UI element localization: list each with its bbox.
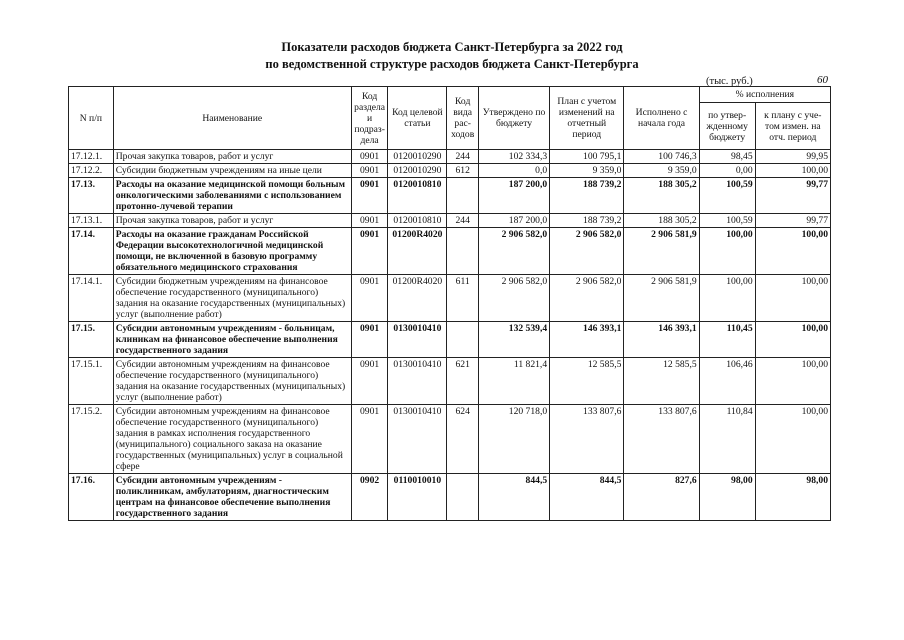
cell-approved: 2 906 582,0 <box>478 275 549 322</box>
table-row <box>69 228 831 275</box>
cell-num: 17.12.1. <box>69 150 114 164</box>
cell-target: 01200R4020 <box>388 275 447 322</box>
cell-target: 0130010410 <box>388 322 447 358</box>
header-percent-group: % исполнения <box>699 87 830 103</box>
table-body <box>69 150 831 521</box>
header-pct-plan: к плану с уче-том измен. на отч. период <box>755 103 830 150</box>
cell-num: 17.14.1. <box>69 275 114 322</box>
cell-section: 0901 <box>351 178 388 214</box>
cell-kind: 244 <box>447 150 479 164</box>
cell-kind <box>447 474 479 521</box>
cell-num: 17.12.2. <box>69 164 114 178</box>
header-name: Наименование <box>113 87 351 150</box>
cell-section: 0902 <box>351 474 388 521</box>
cell-pct-approved: 100,00 <box>699 275 755 322</box>
cell-executed: 9 359,0 <box>624 164 699 178</box>
header-approved: Утверждено по бюджету <box>478 87 549 150</box>
cell-approved: 102 334,3 <box>478 150 549 164</box>
cell-executed: 827,6 <box>624 474 699 521</box>
cell-plan: 146 393,1 <box>550 322 624 358</box>
cell-executed: 12 585,5 <box>624 358 699 405</box>
cell-target: 01200R4020 <box>388 228 447 275</box>
cell-plan: 133 807,6 <box>550 405 624 474</box>
cell-target: 0120010290 <box>388 164 447 178</box>
cell-num: 17.15. <box>69 322 114 358</box>
cell-executed: 146 393,1 <box>624 322 699 358</box>
cell-plan: 12 585,5 <box>550 358 624 405</box>
cell-num: 17.15.1. <box>69 358 114 405</box>
table-row <box>69 164 831 178</box>
cell-plan: 100 795,1 <box>550 150 624 164</box>
cell-name: Прочая закупка товаров, работ и услуг <box>113 214 351 228</box>
cell-pct-plan: 100,00 <box>755 405 830 474</box>
cell-approved: 120 718,0 <box>478 405 549 474</box>
cell-target: 0130010410 <box>388 358 447 405</box>
cell-pct-approved: 110,84 <box>699 405 755 474</box>
cell-approved: 0,0 <box>478 164 549 178</box>
cell-plan: 844,5 <box>550 474 624 521</box>
cell-kind: 612 <box>447 164 479 178</box>
cell-target: 0110010010 <box>388 474 447 521</box>
cell-executed: 133 807,6 <box>624 405 699 474</box>
units-label: (тыс. руб.) <box>706 76 753 87</box>
cell-approved: 187 200,0 <box>478 214 549 228</box>
cell-kind <box>447 178 479 214</box>
cell-pct-approved: 100,59 <box>699 178 755 214</box>
cell-pct-plan: 100,00 <box>755 275 830 322</box>
cell-name: Субсидии автономным учреждениям - больницам, клиникам на финансовое обеспечение выполнения государственного задания <box>113 322 351 358</box>
cell-pct-plan: 99,77 <box>755 214 830 228</box>
cell-executed: 188 305,2 <box>624 214 699 228</box>
cell-kind: 621 <box>447 358 479 405</box>
expenditure-table <box>68 86 831 521</box>
cell-plan: 2 906 582,0 <box>550 275 624 322</box>
cell-pct-approved: 100,00 <box>699 228 755 275</box>
cell-section: 0901 <box>351 214 388 228</box>
cell-plan: 2 906 582,0 <box>550 228 624 275</box>
table-row <box>69 474 831 521</box>
cell-name: Прочая закупка товаров, работ и услуг <box>113 150 351 164</box>
cell-pct-approved: 110,45 <box>699 322 755 358</box>
cell-num: 17.14. <box>69 228 114 275</box>
cell-approved: 187 200,0 <box>478 178 549 214</box>
cell-pct-approved: 98,00 <box>699 474 755 521</box>
table-row <box>69 214 831 228</box>
cell-section: 0901 <box>351 164 388 178</box>
cell-section: 0901 <box>351 150 388 164</box>
cell-kind: 611 <box>447 275 479 322</box>
cell-name: Субсидии бюджетным учреждениям на иные цели <box>113 164 351 178</box>
cell-approved: 132 539,4 <box>478 322 549 358</box>
cell-pct-plan: 99,77 <box>755 178 830 214</box>
cell-approved: 2 906 582,0 <box>478 228 549 275</box>
cell-section: 0901 <box>351 322 388 358</box>
cell-num: 17.13. <box>69 178 114 214</box>
cell-pct-plan: 100,00 <box>755 322 830 358</box>
cell-section: 0901 <box>351 228 388 275</box>
cell-target: 0130010410 <box>388 405 447 474</box>
cell-kind <box>447 228 479 275</box>
cell-num: 17.16. <box>69 474 114 521</box>
cell-pct-approved: 100,59 <box>699 214 755 228</box>
cell-executed: 188 305,2 <box>624 178 699 214</box>
cell-name: Субсидии автономным учреждениям на финансовое обеспечение государственного (муниципального) задания на оказание государственных (муниципальных) услуг (выполнение работ) <box>113 358 351 405</box>
cell-approved: 11 821,4 <box>478 358 549 405</box>
cell-target: 0120010290 <box>388 150 447 164</box>
header-kind: Код вида рас-ходов <box>447 87 479 150</box>
table-row <box>69 358 831 405</box>
table-row <box>69 150 831 164</box>
header-section: Код раздела и подраз-дела <box>351 87 388 150</box>
cell-name: Субсидии автономным учреждениям - поликлиникам, амбулаториям, диагностическим центрам на финансовое обеспечение выполнения государственного задания <box>113 474 351 521</box>
cell-target: 0120010810 <box>388 178 447 214</box>
cell-name: Субсидии автономным учреждениям на финансовое обеспечение государственного (муниципального) задания в рамках исполнения государственного (муниципального) социального заказа на оказание государственных (муниципальных) услуг в социальной сфере <box>113 405 351 474</box>
cell-section: 0901 <box>351 358 388 405</box>
table-row <box>69 275 831 322</box>
cell-pct-plan: 98,00 <box>755 474 830 521</box>
cell-pct-plan: 100,00 <box>755 358 830 405</box>
cell-pct-plan: 99,95 <box>755 150 830 164</box>
cell-executed: 2 906 581,9 <box>624 275 699 322</box>
cell-executed: 100 746,3 <box>624 150 699 164</box>
cell-name: Расходы на оказание гражданам Российской Федерации высокотехнологичной медицинской помощи, не включенной в базовую программу обязательного медицинского страхования <box>113 228 351 275</box>
header-pct-approved: по утвер-жденному бюджету <box>699 103 755 150</box>
header-executed: Исполнено с начала года <box>624 87 699 150</box>
cell-pct-plan: 100,00 <box>755 228 830 275</box>
cell-plan: 188 739,2 <box>550 214 624 228</box>
page-number: 60 <box>817 74 828 86</box>
cell-pct-approved: 98,45 <box>699 150 755 164</box>
report-title-line2: по ведомственной структуре расходов бюджета Санкт-Петербурга <box>265 57 639 71</box>
cell-target: 0120010810 <box>388 214 447 228</box>
cell-num: 17.13.1. <box>69 214 114 228</box>
header-target: Код целевой статьи <box>388 87 447 150</box>
cell-num: 17.15.2. <box>69 405 114 474</box>
cell-kind: 244 <box>447 214 479 228</box>
cell-plan: 9 359,0 <box>550 164 624 178</box>
cell-pct-approved: 106,46 <box>699 358 755 405</box>
header-num: N п/п <box>69 87 114 150</box>
cell-name: Расходы на оказание медицинской помощи больным онкологическими заболеваниями с использованием протонно-лучевой терапии <box>113 178 351 214</box>
cell-kind: 624 <box>447 405 479 474</box>
table-row <box>69 178 831 214</box>
cell-pct-approved: 0,00 <box>699 164 755 178</box>
cell-plan: 188 739,2 <box>550 178 624 214</box>
cell-pct-plan: 100,00 <box>755 164 830 178</box>
cell-section: 0901 <box>351 405 388 474</box>
table-row <box>69 405 831 474</box>
cell-executed: 2 906 581,9 <box>624 228 699 275</box>
cell-kind <box>447 322 479 358</box>
header-plan: План с учетом изменений на отчетный период <box>550 87 624 150</box>
report-title-line1: Показатели расходов бюджета Санкт-Петербурга за 2022 год <box>281 40 623 54</box>
cell-name: Субсидии бюджетным учреждениям на финансовое обеспечение государственного (муниципального) задания на оказание государственных (муниципальных) услуг (выполнение работ) <box>113 275 351 322</box>
cell-section: 0901 <box>351 275 388 322</box>
cell-approved: 844,5 <box>478 474 549 521</box>
table-row <box>69 322 831 358</box>
